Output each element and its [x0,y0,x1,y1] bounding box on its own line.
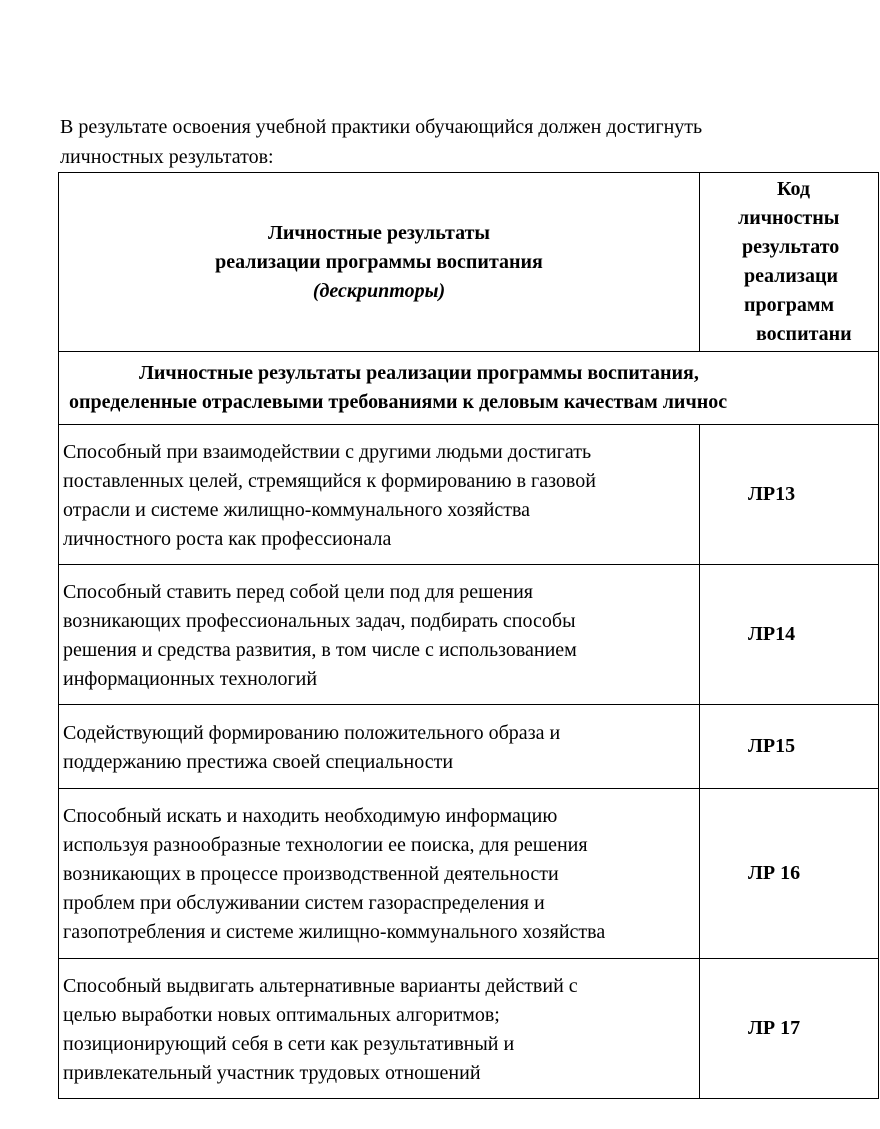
table-row [59,425,879,565]
header-descriptors-cell [59,173,700,352]
row-code-text: ЛР15 [748,735,796,757]
row-description [59,425,700,565]
row-code [700,789,879,959]
row-text-line: поддержанию престижа своей специальности [63,750,454,773]
header-code-line-6: воспитани [756,323,852,345]
row-text-line: Способный выдвигать альтернативные варианты действий с [63,974,578,997]
row-text-line: привлекательный участник трудовых отношений [63,1061,481,1084]
header-desc-line-2: реализации программы воспитания [215,250,543,273]
row-description [59,565,700,705]
header-code-line-4: реализаци [744,265,839,287]
row-text-line: возникающих профессиональных задач, подбирать способы [63,609,576,632]
row-text-line: позиционирующий себя в сети как результативный и [63,1032,515,1055]
row-text-line: Способный ставить перед собой цели под для решения [63,580,533,603]
row-code-text: ЛР 17 [748,1017,801,1039]
intro-paragraph [60,112,880,172]
row-description [59,705,700,789]
section-line-1: Личностные результаты реализации программы воспитания, [139,362,699,384]
header-desc-line-3: (дескрипторы) [312,279,446,302]
section-header-cell [59,352,879,425]
row-code-text: ЛР14 [748,623,796,645]
row-text-line: поставленных целей, стремящийся к формированию в газовой [63,469,596,492]
header-code-cell [700,173,879,352]
row-text-line: проблем при обслуживании систем газораспределения и [63,892,545,914]
table-row [59,705,879,789]
row-code [700,959,879,1099]
row-text-line: отрасли и системе жилищно-коммунального хозяйства [63,498,531,521]
row-text-line: Способный искать и находить необходимую информацию [63,805,558,827]
section-header-row [59,352,879,425]
header-code-line-5: программ [744,294,835,316]
row-code-text: ЛР 16 [748,862,801,884]
header-code-line-2: личностны [738,207,840,229]
personal-results-table [58,172,879,1099]
table-row [59,789,879,959]
row-text-line: возникающих в процессе производственной деятельности [63,863,559,885]
row-code [700,705,879,789]
header-code-line-1: Код [777,178,811,200]
row-text-line: газопотребления и системе жилищно-коммунального хозяйства [63,921,606,943]
table-header-row [59,173,879,352]
row-code [700,565,879,705]
table-row [59,959,879,1099]
intro-line-1: В результате освоения учебной практики обучающийся должен достигнуть [60,116,703,138]
row-description [59,789,700,959]
row-text-line: используя разнообразные технологии ее поиска, для решения [63,834,588,856]
header-code-line-3: результато [742,236,840,258]
header-desc-line-1: Личностные результаты [267,221,491,244]
row-text-line: информационных технологий [63,667,318,690]
row-description [59,959,700,1099]
row-text-line: Содействующий формированию положительного образа и [63,721,561,744]
row-text-line: решения и средства развития, в том числе с использованием [63,638,577,661]
row-text-line: целью выработки новых оптимальных алгоритмов; [63,1003,500,1026]
row-text-line: Способный при взаимодействии с другими людьми достигать [63,440,592,463]
section-line-2: определенные отраслевыми требованиями к деловым качествам личнос [69,391,728,413]
table-row [59,565,879,705]
row-code-text: ЛР13 [748,483,796,505]
intro-line-2: личностных результатов: [60,146,274,168]
row-code [700,425,879,565]
row-text-line: личностного роста как профессионала [63,527,392,550]
